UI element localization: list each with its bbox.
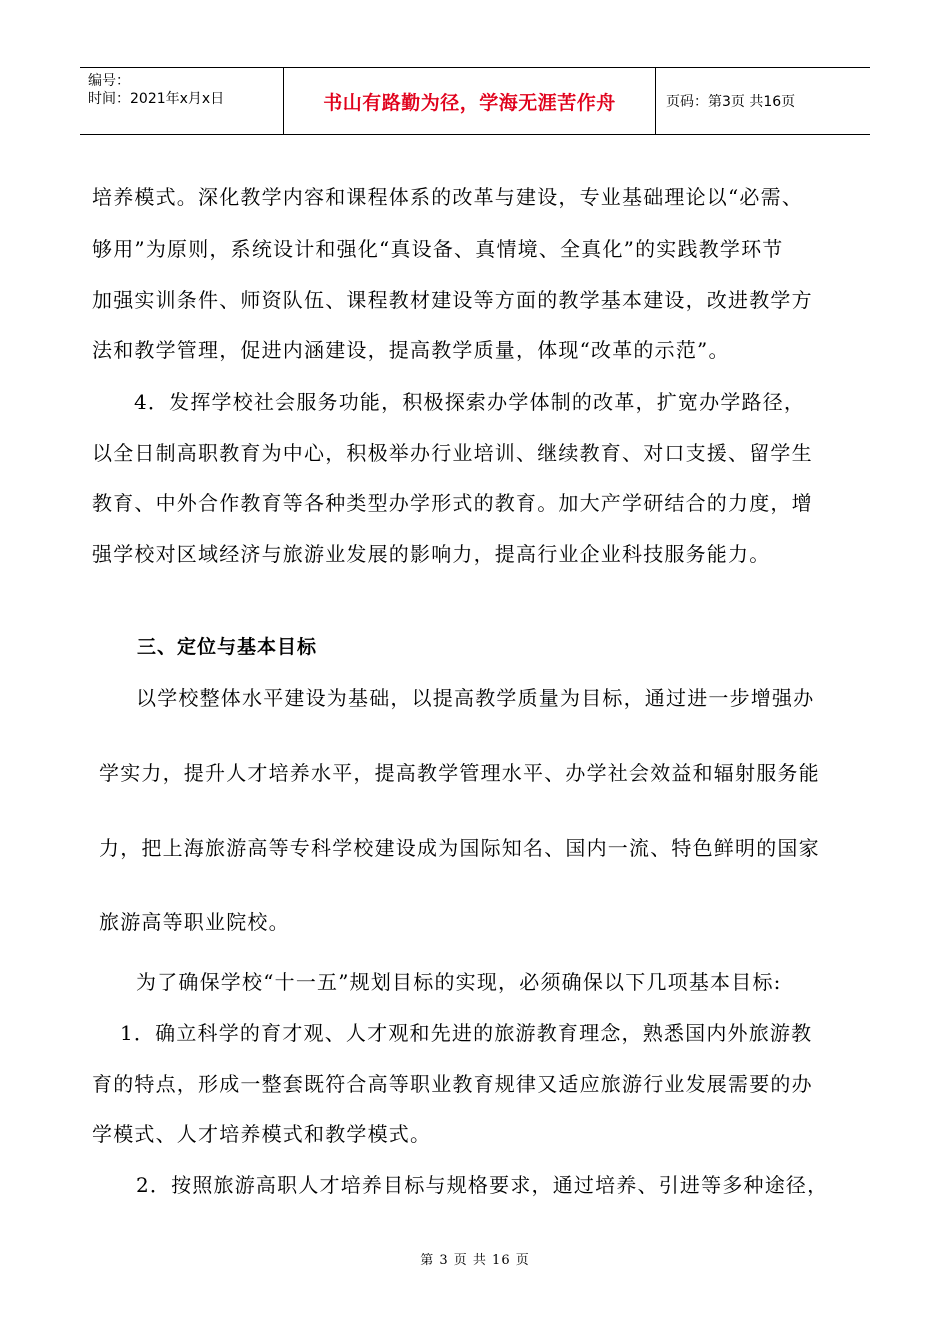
header-motto: 书山有路勤为径，学海无涯苦作舟 bbox=[283, 68, 656, 134]
body-line: 4．发挥学校社会服务功能，积极探索办学体制的改革，扩宽办学路径， bbox=[134, 390, 806, 414]
document-header bbox=[80, 67, 870, 135]
body-line: 法和教学管理，促进内涵建设，提高教学质量，体现“改革的示范”。 bbox=[92, 338, 730, 362]
body-line: 1．确立科学的育才观、人才观和先进的旅游教育理念，熟悉国内外旅游教 bbox=[120, 1021, 813, 1045]
body-line: 为了确保学校“十一五”规划目标的实现，必须确保以下几项基本目标: bbox=[136, 970, 782, 994]
body-line: 育的特点，形成一整套既符合高等职业教育规律又适应旅游行业发展需要的办 bbox=[92, 1072, 813, 1096]
section-heading: 三、定位与基本目标 bbox=[137, 636, 318, 658]
body-line: 加强实训条件、师资队伍、课程教材建设等方面的教学基本建设，改进教学方 bbox=[92, 288, 813, 312]
header-meta bbox=[80, 68, 283, 134]
document-date-label: 时间：2021年x月x日 bbox=[88, 91, 225, 107]
body-line: 学实力，提升人才培养水平，提高教学管理水平、办学社会效益和辐射服务能 bbox=[99, 761, 820, 785]
body-line: 旅游高等职业院校。 bbox=[99, 910, 290, 934]
body-line: 以学校整体水平建设为基础，以提高教学质量为目标，通过进一步增强办 bbox=[136, 686, 815, 710]
page-footer: 第 3 页 共 16 页 bbox=[420, 1253, 530, 1268]
body-line: 2．按照旅游高职人才培养目标与规格要求，通过培养、引进等多种途径， bbox=[136, 1173, 829, 1197]
body-line: 力，把上海旅游高等专科学校建设成为国际知名、国内一流、特色鲜明的国家 bbox=[99, 836, 820, 860]
body-line: 够用”为原则，系统设计和强化“真设备、真情境、全真化”的实践教学环节 bbox=[92, 237, 784, 261]
header-page-label: 页码：第3页 共16页 bbox=[666, 94, 796, 110]
body-line: 教育、中外合作教育等各种类型办学形式的教育。加大产学研结合的力度，增 bbox=[92, 491, 813, 515]
body-line: 培养模式。深化教学内容和课程体系的改革与建设，专业基础理论以“必需、 bbox=[92, 185, 804, 209]
body-line: 以全日制高职教育为中心，积极举办行业培训、继续教育、对口支援、留学生 bbox=[92, 441, 813, 465]
body-line: 强学校对区域经济与旅游业发展的影响力，提高行业企业科技服务能力。 bbox=[92, 542, 771, 566]
body-line: 学模式、人才培养模式和教学模式。 bbox=[92, 1122, 432, 1146]
document-number-label: 编号： bbox=[88, 73, 130, 89]
